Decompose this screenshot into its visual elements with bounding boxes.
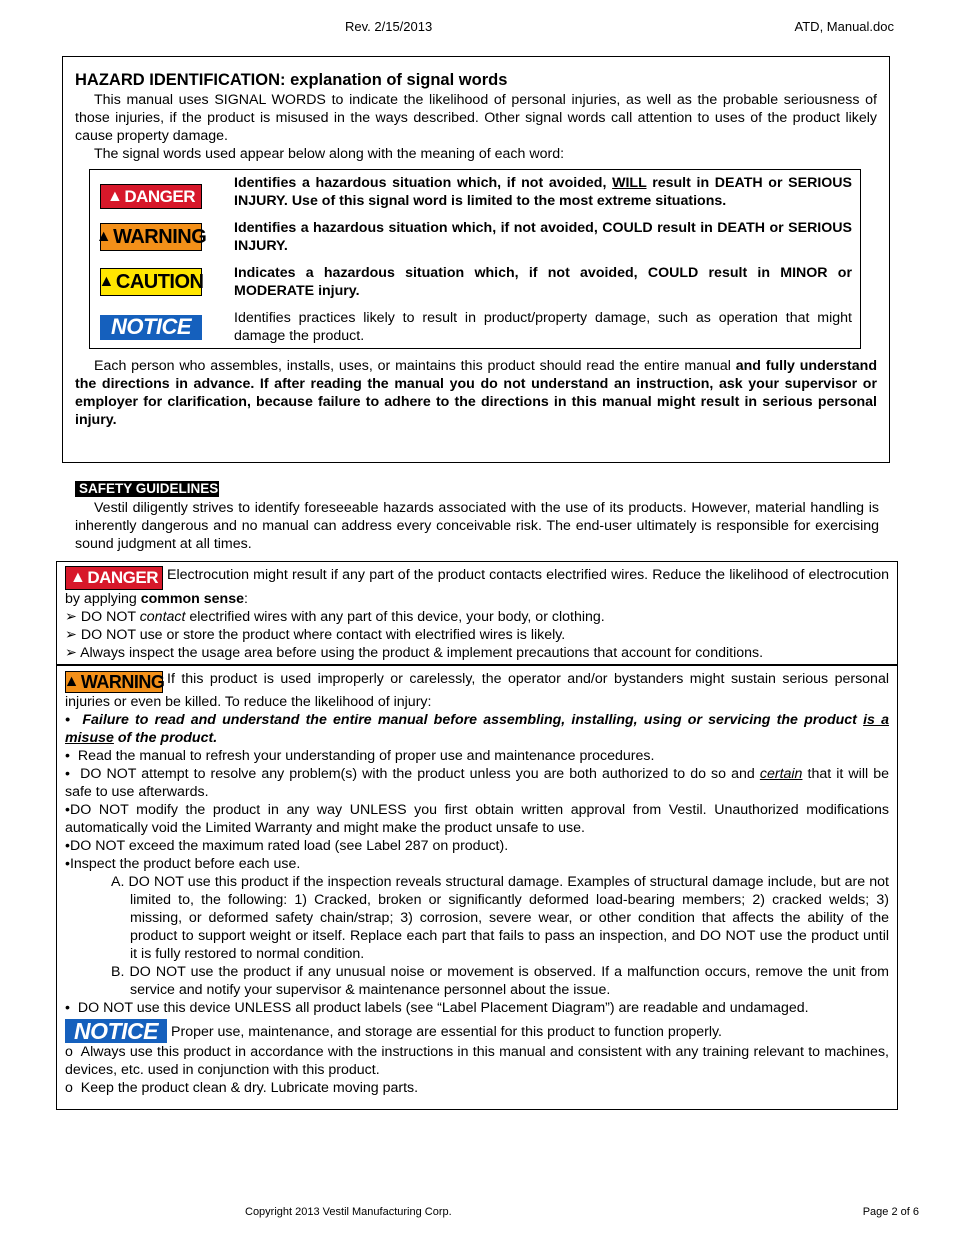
hazard-title: HAZARD IDENTIFICATION: explanation of signal words	[75, 71, 508, 89]
list-item: ➢ DO NOT use or store the product where contact with electrified wires is likely.	[65, 627, 566, 643]
danger-label: ▲ DANGER	[65, 566, 163, 590]
footer-page-number: Page 2 of 6	[862, 1206, 919, 1218]
bullet-icon: •	[65, 802, 70, 818]
bullet-icon: •	[65, 766, 70, 782]
list-item: ➢ DO NOT contact electrified wires with any part of this device, your body, or clothing.	[65, 609, 605, 625]
signal-row-caution	[100, 264, 852, 300]
list-item: •Inspect the product before each use.	[65, 856, 301, 872]
caution-label: ▲ CAUTION	[100, 268, 202, 296]
danger-label: ▲ DANGER	[100, 184, 202, 209]
list-item: • DO NOT attempt to resolve any problem(s) with the product unless you are both authorized to do so and certain that it will be safe to use afterwards.	[65, 766, 889, 800]
signal-danger-text: Identifies a hazardous situation which, if not avoided, WILL result in DEATH or SERIOUS INJURY. Use of this signal word is limited to the most extreme situations.	[234, 175, 853, 209]
signal-notice-text: Identifies practices likely to result in product/property damage, such as operation that might damage the product.	[234, 310, 852, 344]
signal-caution-text: Indicates a hazardous situation which, if not avoided, COULD result in MINOR or MODERATE injury.	[234, 265, 852, 299]
footer-copyright: Copyright 2013 Vestil Manufacturing Corp.	[245, 1206, 452, 1218]
list-item: •DO NOT modify the product in any way UNLESS you first obtain written approval from Vestil. Unauthorized modifications automatically void the Limited Warranty and might make the product unsafe to use.	[65, 802, 889, 836]
header-revision: Rev. 2/15/2013	[345, 19, 433, 34]
hazard-intro: This manual uses SIGNAL WORDS to indicate the likelihood of personal injuries, as well as the probable seriousness of those injuries, if the product is misused in the ways described. Other signal words call attention to uses of the product likely cause property damage.	[75, 92, 877, 144]
bullet-icon: •	[65, 838, 70, 854]
safety-intro: Vestil diligently strives to identify foreseeable hazards associated with the use of its products. However, material handling is inherently dangerous and no manual can address every conceivable risk. The end-user ultimately is responsible for exercising sound judgment at all times.	[75, 500, 879, 552]
signal-warning-text: Identifies a hazardous situation which, if not avoided, COULD result in DEATH or SERIOUS INJURY.	[234, 220, 852, 254]
danger-section	[57, 562, 897, 664]
signal-words-table	[89, 169, 861, 349]
safety-guidelines-heading: SAFETY GUIDELINES	[75, 481, 219, 497]
sub-list-item-b: B. DO NOT use the product if any unusual noise or movement is observed. If a malfunction occurs, remove the unit from service and notify your supervisor & maintenance personnel about the issue.	[111, 964, 889, 998]
list-item: o Keep the product clean & dry. Lubricate moving parts.	[65, 1080, 419, 1096]
circle-bullet-icon: o	[65, 1080, 73, 1096]
bullet-icon: •	[65, 1000, 70, 1016]
hazard-intro-2: The signal words used appear below along with the meaning of each word:	[94, 146, 565, 162]
sub-list-item-a: A. DO NOT use this product if the inspection reveals structural damage. Examples of structural damage include, but are not limited to, the following: 1) Cracked, broken or significantly deformed load-bearing members; 2) cracked welds; 3) missing, or deformed safety chain/strap; 3) corrosion, severe wear, or other condition that affects the ability of the product to support weight or itself. Replace each part that fails to pass an inspection, and DO NOT use the product until it is fully restored to normal condition.	[111, 874, 889, 962]
warning-section	[57, 664, 897, 1019]
notice-label: NOTICE	[100, 315, 202, 340]
list-item: •DO NOT exceed the maximum rated load (see Label 287 on product).	[65, 838, 509, 854]
warning-triangle-icon: ▲	[95, 228, 112, 245]
signal-row-danger	[100, 174, 852, 210]
circle-bullet-icon: o	[65, 1044, 73, 1060]
list-item: ➢ Always inspect the usage area before using the product & implement precautions that account for conditions.	[65, 645, 764, 661]
notice-section	[57, 1019, 897, 1099]
bullet-icon: •	[65, 712, 70, 728]
header-document-name: ATD, Manual.doc	[794, 19, 894, 34]
list-item: • Failure to read and understand the entire manual before assembling, installing, using or servicing the product is a misuse of the product.	[65, 712, 889, 746]
arrow-bullet-icon: ➢	[65, 609, 77, 625]
warning-label: ▲ WARNING	[63, 672, 165, 692]
list-item: • Read the manual to refresh your understanding of proper use and maintenance procedures.	[65, 748, 655, 764]
notice-text: Proper use, maintenance, and storage are essential for this product to function properly.	[171, 1024, 722, 1040]
warning-triangle-icon: ▲	[98, 273, 114, 290]
signal-row-warning	[95, 219, 852, 255]
bullet-icon: •	[65, 748, 70, 764]
warning-triangle-icon: ▲	[69, 569, 86, 586]
bullet-icon: •	[65, 856, 70, 872]
safety-box	[56, 561, 898, 1110]
arrow-bullet-icon: ➢	[65, 627, 77, 643]
hazard-closing: Each person who assembles, installs, uses, or maintains this product should read the entire manual and fully understand the directions in advance. If after reading the manual you do not understand an instruction, ask your supervisor or employer for clarification, because failure to adhere to the directions in this manual might result in serious personal injury.	[75, 358, 877, 428]
list-item: • DO NOT use this device UNLESS all product labels (see “Label Placement Diagram”) are readable and undamaged.	[65, 1000, 809, 1016]
warning-label: ▲ WARNING	[100, 223, 202, 251]
arrow-bullet-icon: ➢	[65, 645, 77, 661]
warning-text: If this product is used improperly or carelessly, the operator and/or bystanders might sustain serious personal injuries or even be killed. To reduce the likelihood of injury:	[65, 671, 889, 710]
danger-text: Electrocution might result if any part of the product contacts electrified wires. Reduce the likelihood of electrocution by applying common sense:	[65, 567, 889, 607]
list-item: o Always use this product in accordance with the instructions in this manual and consistent with any training relevant to machines, devices, etc. used in conjunction with this product.	[65, 1044, 889, 1078]
notice-label: NOTICE	[65, 1019, 167, 1043]
warning-triangle-icon: ▲	[63, 673, 79, 690]
hazard-identification-box	[62, 56, 890, 463]
warning-triangle-icon: ▲	[106, 187, 123, 205]
signal-row-notice	[100, 309, 852, 345]
